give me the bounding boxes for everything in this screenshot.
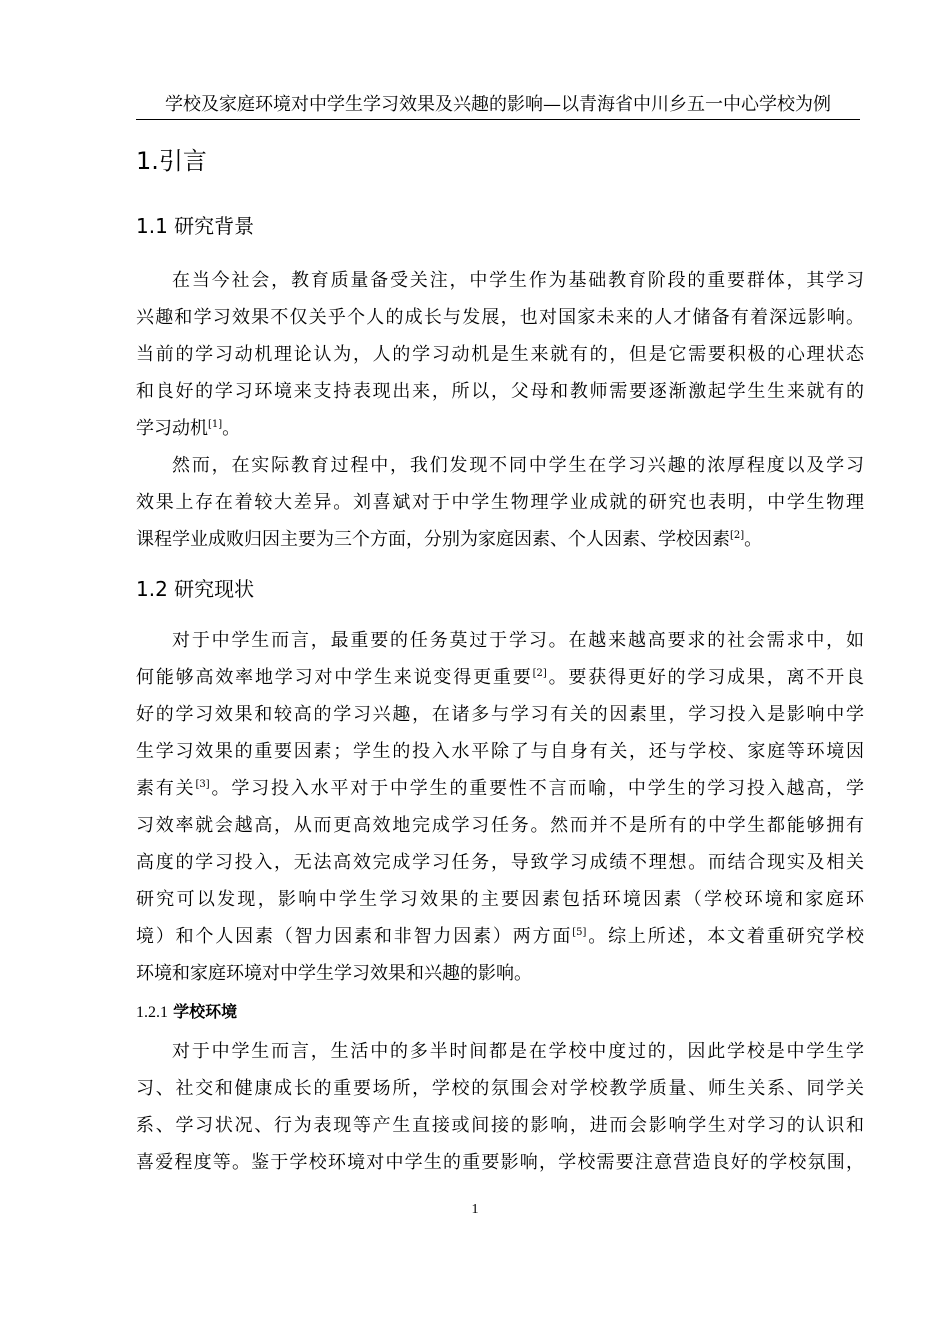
subsection-title: 学校环境 (173, 1002, 238, 1021)
line-text: 。 (744, 529, 763, 550)
paragraph-line: 习效率就会越高，从而更高效地完成学习任务。然而并不是所有的中学生都能够拥有 (136, 815, 864, 836)
paragraph-1-2-1 (136, 1033, 864, 1181)
paragraph-line: 兴趣和学习效果不仅关乎个人的成长与发展，也对国家未来的人才储备有着深远影响。 (136, 307, 864, 328)
paragraph-1-1-a (136, 262, 864, 447)
paragraph-line: 和良好的学习环境来支持表现出来，所以，父母和教师需要逐渐激起学生生来就有的 (136, 381, 864, 402)
paragraph-line (136, 521, 864, 558)
line-text: 何能够高效率地学习对中学生来说变得更重要 (136, 667, 533, 688)
line-text: 境）和个人因素（智力因素和非智力因素）两方面 (136, 926, 573, 947)
paragraph-line (136, 659, 864, 696)
line-text: 。学习投入水平对于中学生的重要性不言而喻，中学生的学习投入越高，学 (209, 778, 865, 799)
paragraph-line (136, 410, 864, 447)
page-number: 1 (471, 1202, 479, 1217)
paragraph-line (136, 770, 864, 807)
citation-ref: [2] (730, 530, 745, 541)
citation-ref: [5] (572, 927, 587, 938)
paragraph-line: 对于中学生而言，生活中的多半时间都是在学校中度过的，因此学校是中学生学 (172, 1041, 864, 1062)
paragraph-1-1-b (136, 447, 864, 558)
line-text: 素有关 (136, 778, 196, 799)
paragraph-1-2 (136, 622, 864, 992)
line-text: 。要获得更好的学习成果，离不开良 (546, 667, 865, 688)
line-text: 。 (222, 418, 241, 439)
paragraph-line: 系、学习状况、行为表现等产生直接或间接的影响，进而会影响学生对学习的认识和 (136, 1115, 864, 1136)
subsection-number: 1.2.1 (136, 1004, 168, 1021)
paragraph-line: 高度的学习投入，无法高效完成学习任务，导致学习成绩不理想。而结合现实及相关 (136, 852, 864, 873)
paragraph-line: 当前的学习动机理论认为，人的学习动机是生来就有的，但是它需要积极的心理状态 (136, 344, 864, 365)
citation-ref: [2] (532, 668, 547, 679)
paragraph-line: 生学习效果的重要因素；学生的投入水平除了与自身有关，还与学校、家庭等环境因 (136, 741, 864, 762)
subsection-heading-1-2-1 (136, 1000, 237, 1025)
running-header: 学校及家庭环境对中学生学习效果及兴趣的影响—以青海省中川乡五一中心学校为例 (136, 92, 860, 120)
paragraph-line: 对于中学生而言，最重要的任务莫过于学习。在越来越高要求的社会需求中，如 (172, 630, 864, 651)
section-heading-1-2: 1.2 研究现状 (136, 577, 255, 601)
section-heading-1-1: 1.1 研究背景 (136, 214, 255, 238)
line-text: 。综上所述，本文着重研究学校 (586, 926, 865, 947)
citation-ref: [1] (208, 419, 223, 430)
paragraph-line: 习、社交和健康成长的重要场所，学校的氛围会对学校教学质量、师生关系、同学关 (136, 1078, 864, 1099)
paragraph-line: 研究可以发现，影响中学生学习效果的主要因素包括环境因素（学校环境和家庭环 (136, 889, 864, 910)
citation-ref: [3] (195, 779, 210, 790)
paragraph-line: 在当今社会，教育质量备受关注，中学生作为基础教育阶段的重要群体，其学习 (172, 270, 864, 291)
paragraph-line: 好的学习效果和较高的学习兴趣，在诸多与学习有关的因素里，学习投入是影响中学 (136, 704, 864, 725)
line-text: 学习动机 (136, 418, 208, 439)
line-text: 课程学业成败归因主要为三个方面，分别为家庭因素、个人因素、学校因素 (136, 529, 730, 550)
paragraph-line: 然而，在实际教育过程中，我们发现不同中学生在学习兴趣的浓厚程度以及学习 (172, 455, 864, 476)
chapter-title: 1.引言 (136, 147, 207, 175)
paragraph-line: 效果上存在着较大差异。刘喜斌对于中学生物理学业成就的研究也表明，中学生物理 (136, 492, 864, 513)
paragraph-line: 喜爱程度等。鉴于学校环境对中学生的重要影响，学校需要注意营造良好的学校氛围， (136, 1152, 864, 1173)
paragraph-line (136, 918, 864, 955)
paragraph-line: 环境和家庭环境对中学生学习效果和兴趣的影响。 (136, 963, 532, 984)
